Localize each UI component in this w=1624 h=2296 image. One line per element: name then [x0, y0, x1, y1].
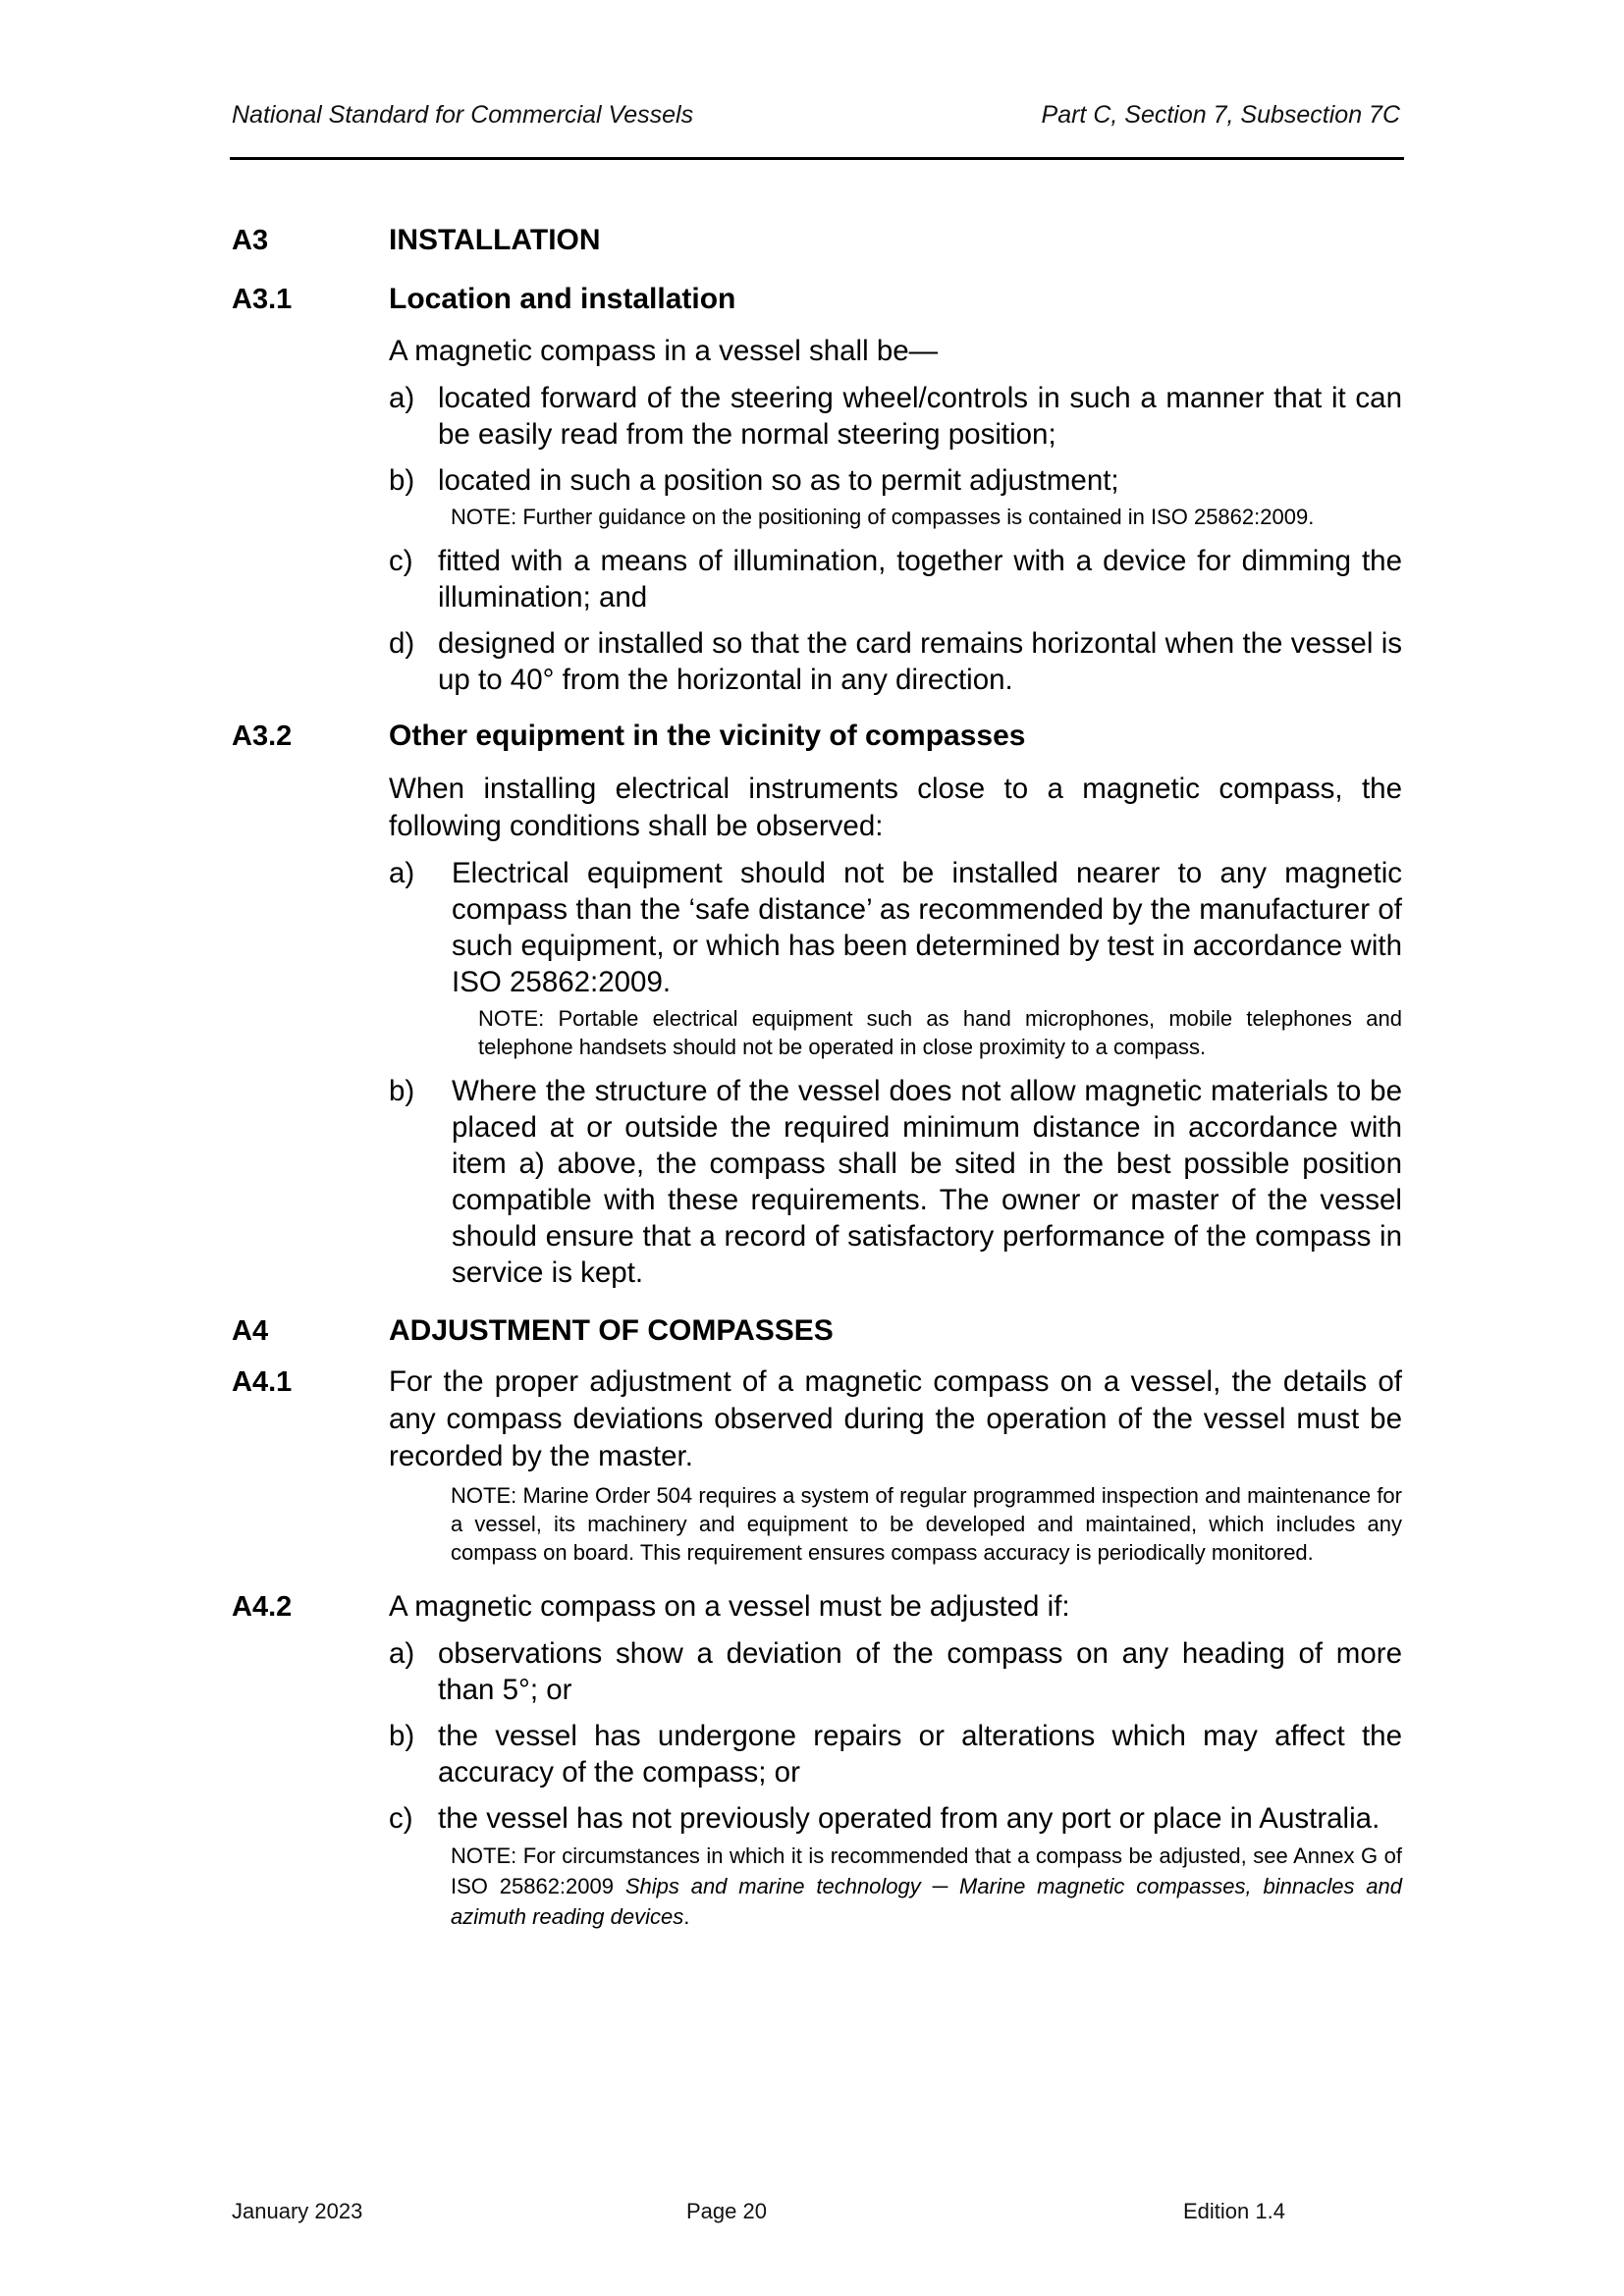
section-title: INSTALLATION — [389, 224, 601, 256]
item-text: the vessel has not previously operated from any port or place in Australia. — [438, 1802, 1380, 1835]
item-label: b) — [389, 1075, 415, 1107]
paragraph: When installing electrical instruments close to a magnetic compass, the following conditions shall be observed: — [389, 773, 1402, 842]
note: NOTE: Further guidance on the positioning of compasses is contained in ISO 25862:2009. — [451, 505, 1315, 529]
note: NOTE: Portable electrical equipment such as hand microphones, mobile telephones and telephone handsets should not be operated in close proximity to a compass. — [478, 1006, 1402, 1059]
subsection-a3-1 — [232, 281, 1402, 708]
list-item — [389, 1800, 1402, 1837]
subsection-title: Other equipment in the vicinity of compasses — [389, 720, 1026, 752]
document-body — [232, 222, 1402, 1944]
item-label: b) — [389, 1720, 415, 1752]
footer-date: January 2023 — [232, 2199, 363, 2223]
subsection-a3-2 — [232, 718, 1402, 1301]
header-right: Part C, Section 7, Subsection 7C — [1041, 101, 1400, 129]
header-rule — [230, 157, 1404, 160]
section-a4-heading — [232, 1312, 1402, 1350]
item-text: Where the structure of the vessel does not allow magnetic materials to be placed at or outside the required minimum distance in accordance with item a) above, the compass shall be sited in the best possible position compatible with these requirements. The owner or master of the vessel should ensure that a record of satisfactory performance of the compass in service is kept. — [452, 1075, 1402, 1289]
note-suffix: . — [683, 1904, 690, 1929]
item-label: c) — [389, 1802, 413, 1835]
paragraph: A magnetic compass in a vessel shall be— — [389, 335, 939, 367]
item-text: Electrical equipment should not be installed nearer to any magnetic compass than the ‘safe distance’ as recommended by the manufacturer of such equipment, or which has been determined by test in accordance with ISO 25862:2009. — [452, 857, 1402, 998]
note-italic-title: Ships and marine technology ─ Marine magnetic compasses, binnacles and azimuth reading devices — [451, 1874, 1402, 1929]
item-text: located in such a position so as to permit adjustment; — [438, 464, 1119, 497]
subsection-number: A4.1 — [232, 1366, 293, 1398]
footer-page-number: Page 20 — [686, 2199, 767, 2223]
item-label: a) — [389, 857, 415, 889]
item-label: c) — [389, 545, 413, 577]
section-title: ADJUSTMENT OF COMPASSES — [389, 1314, 834, 1347]
header-left: National Standard for Commercial Vessels — [232, 101, 694, 129]
item-text: the vessel has undergone repairs or alterations which may affect the accuracy of the compass; or — [438, 1720, 1402, 1789]
note: NOTE: Marine Order 504 requires a system of regular programmed inspection and maintenance for a vessel, its machinery and equipment to be developed and maintained, which includes any compass on board. This requirement ensures compass accuracy is periodically monitored. — [451, 1483, 1402, 1565]
list-item — [389, 380, 1402, 453]
section-number: A3 — [232, 225, 269, 256]
subsection-number: A3.1 — [232, 284, 293, 315]
list-item — [389, 462, 1402, 499]
item-text: designed or installed so that the card remains horizontal when the vessel is up to 40° from the horizontal in any direction. — [438, 627, 1402, 696]
note-text: NOTE: For circumstances in which it is recommended that a compass be adjusted, see Annex G of ISO 25862:2009 — [451, 1843, 1402, 1898]
subsection-a4-1 — [232, 1363, 1402, 1578]
item-label: d) — [389, 627, 415, 660]
paragraph: For the proper adjustment of a magnetic compass on a vessel, the details of any compass deviations observed during the operation of the vessel must be recorded by the master. — [389, 1365, 1402, 1472]
item-text: fitted with a means of illumination, together with a device for dimming the illumination; and — [438, 545, 1402, 614]
item-text: located forward of the steering wheel/controls in such a manner that it can be easily read from the normal steering position; — [438, 382, 1402, 451]
subsection-number: A4.2 — [232, 1591, 293, 1623]
list-item — [389, 855, 1402, 1000]
section-number: A4 — [232, 1315, 269, 1347]
item-label: b) — [389, 464, 415, 497]
footer-edition: Edition 1.4 — [1183, 2199, 1285, 2223]
section-a3-heading — [232, 222, 1402, 259]
list-item — [389, 543, 1402, 615]
subsection-a4-2 — [232, 1588, 1402, 1944]
list-item — [389, 1718, 1402, 1790]
list-item — [389, 1635, 1402, 1708]
note — [389, 1841, 1402, 1932]
list-item — [389, 625, 1402, 698]
item-label: a) — [389, 382, 415, 414]
subsection-number: A3.2 — [232, 721, 293, 752]
subsection-title: Location and installation — [389, 283, 736, 315]
item-label: a) — [389, 1637, 415, 1670]
paragraph: A magnetic compass on a vessel must be adjusted if: — [389, 1590, 1070, 1623]
list-item — [389, 1073, 1402, 1291]
item-text: observations show a deviation of the compass on any heading of more than 5°; or — [438, 1637, 1402, 1706]
